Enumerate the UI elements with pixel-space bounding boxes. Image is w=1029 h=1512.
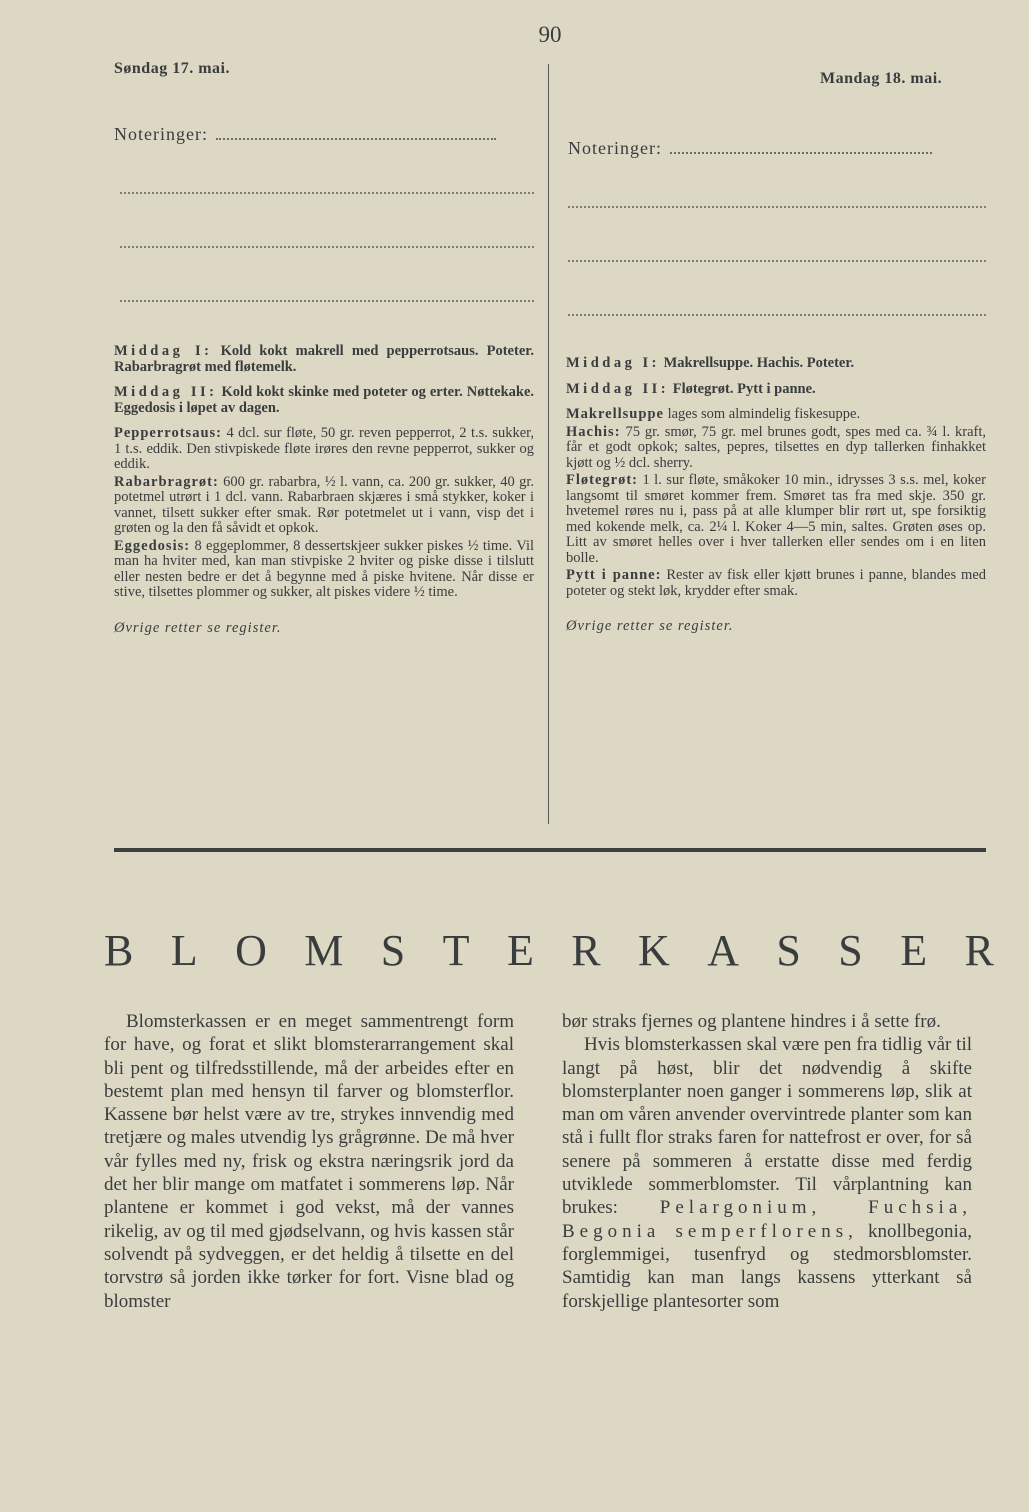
right-menu-1: Middag I: Makrellsuppe. Hachis. Poteter. (566, 355, 855, 371)
right-notes-label: Noteringer: (568, 138, 932, 159)
title-letter: E (900, 926, 928, 975)
recipe-hachis: Hachis: 75 gr. smør, 75 gr. mel brunes godt, spes med ca. ¾ l. kraft, får et godt opkok; saltes, pepres, tilsettes en dyp tallerken finhakket kjøtt og ½ dcl. sherry. (566, 423, 986, 471)
page-number: 90 (538, 22, 562, 47)
article-paragraph: Blomsterkassen er en meget sammentrengt form for have, og forat et slikt blomsterarrangement skal bli pent og tilfredsstillende, må der arbeides efter en bestemt plan med hensyn til farver og blomsterflor. Kassene bør helst være av tre, strykes innvendig med tretjære og males utvendig lys grågrønne. De må hver vår fylles med ny, frisk og ekstra næringsrik jord da det her blir mange om matfatet i sommerens løp. Når plantene er kommet i god vekst, må der vannes rikelig, av og til med gjødselvann, og hvis kassen står solvendt på sydveggen, er det heldig å tilsette en del torvstrø så jorden ikke tørker for fort. Visne blad og blomster (104, 1011, 514, 1312)
right-other-dishes: Øvrige retter se register. (566, 618, 734, 634)
title-letter: S (838, 926, 863, 975)
right-menu-column (566, 356, 986, 635)
left-other-dishes: Øvrige retter se register. (114, 619, 282, 636)
left-notes-line-1 (120, 192, 534, 194)
article-paragraph: bør straks fjernes og plantene hindres i å sette frø. (562, 1011, 941, 1032)
left-day-date: Søndag 17. mai. (114, 60, 230, 77)
recipe-rabarbragrot: Rabarbragrøt: 600 gr. rabarbra, ½ l. vann, ca. 200 gr. sukker, 40 gr. potetmel utrørt i 1 dcl. vann. Rabarbraen skjæres i små stykker, koker i vannet, tilsett sukker efter smak. Rør potetmelet ut i vann, visp det i grøten og la den få såvidt et opkok. (114, 473, 535, 536)
plant-names: Pelargonium, Fuchsia, Begonia semperflorens, (562, 1197, 973, 1242)
recipe-pytt-i-panne: Pytt i panne: Rester av fisk eller kjøtt brunes i panne, blandes med poteter og stekt løk, krydder efter smak. (566, 567, 987, 599)
title-letter: K (638, 926, 670, 975)
right-notes-line-1 (568, 206, 986, 208)
right-notes-line-3 (568, 314, 986, 316)
title-letter: R (964, 926, 994, 975)
left-menu-column (114, 344, 534, 636)
title-letter: O (235, 926, 267, 975)
title-letter: L (170, 926, 198, 975)
article-column-right (562, 1010, 972, 1313)
left-notes-line-3 (120, 300, 534, 302)
left-menu-1: Middag I: Kold kokt makrell med pepperrotsaus. Poteter. Rabarbragrøt med fløtemelk. (114, 343, 534, 375)
title-letter: A (707, 926, 739, 975)
left-notes-label: Noteringer: (114, 124, 496, 145)
left-notes-line-2 (120, 246, 534, 248)
right-day-date: Mandag 18. mai. (820, 70, 943, 87)
title-letter: M (304, 926, 344, 975)
title-letter: E (506, 926, 534, 975)
recipe-pepperrotsaus: Pepperrotsaus: 4 dcl. sur fløte, 50 gr. reven pepperrot, 2 t.s. sukker, 1 t.s. eddik. Den stivpiskede fløte irøres den revne pepperrot, sukker og eddik. (114, 425, 535, 472)
article-column-left (104, 1010, 514, 1313)
left-menu-2: Middag II: Kold kokt skinke med poteter og erter. Nøttekake. Eggedosis i løpet av dagen. (114, 384, 535, 416)
right-menu-2: Middag II: Fløtegrøt. Pytt i panne. (566, 380, 816, 397)
section-rule (114, 848, 986, 852)
recipe-flotegrot: Fløtegrøt: 1 l. sur fløte, småkoker 10 min., idrysses 3 s.s. mel, koker langsomt til smøret kommer frem. Smøret tas fra med skje. 350 gr. hvetemel røres nu i, pass på at alle klumper blir rørt ut, spe forsiktig med kokende melk, ca. 2¼ l. Koker 4—5 min, saltes. Grøten øses op. Litt av smøret helles over i hver tallerken eller sendes om i en liten bolle. (566, 472, 987, 566)
title-letter: B (104, 926, 134, 975)
column-divider (548, 64, 549, 824)
title-letter: T (442, 926, 470, 975)
title-letter: S (380, 926, 406, 975)
title-letter: R (571, 926, 601, 975)
article-title (104, 925, 994, 976)
title-letter: S (776, 926, 801, 975)
recipe-eggedosis: Eggedosis: 8 eggeplommer, 8 dessertskjeer sukker piskes ½ time. Vil man ha hviter med, kan man stivpiske 2 hviter og piske disse i tilslutt eller nesten bedre er det å begynne med å piske hvitene. Når disse er stive, tilsettes plommer og sukker, alt piskes videre ½ time. (114, 537, 534, 600)
article-paragraph: Hvis blomsterkassen skal være pen fra tidlig vår til langt på høst, blir det nødvendig å skifte blomsterplanter noen ganger i sommerens løp, slik at man om våren anvender overvintrede planter som kan stå i fullt flor straks faren for nattefrost er over, for så senere på sommeren å erstatte disse med ferdig utviklede sommerblomster. Til vårplantning kan brukes: Pelargonium, Fuchsia, Begonia semperflorens, knollbegonia, forglemmigei, tusenfryd og stedmorsblomster. Samtidig kan man langs kassens ytterkant så forskjellige plantesorter som (562, 1034, 973, 1312)
recipe-makrellsuppe: Makrellsuppe lages som almindelig fiskesuppe. (566, 406, 861, 422)
right-notes-line-2 (568, 260, 986, 262)
